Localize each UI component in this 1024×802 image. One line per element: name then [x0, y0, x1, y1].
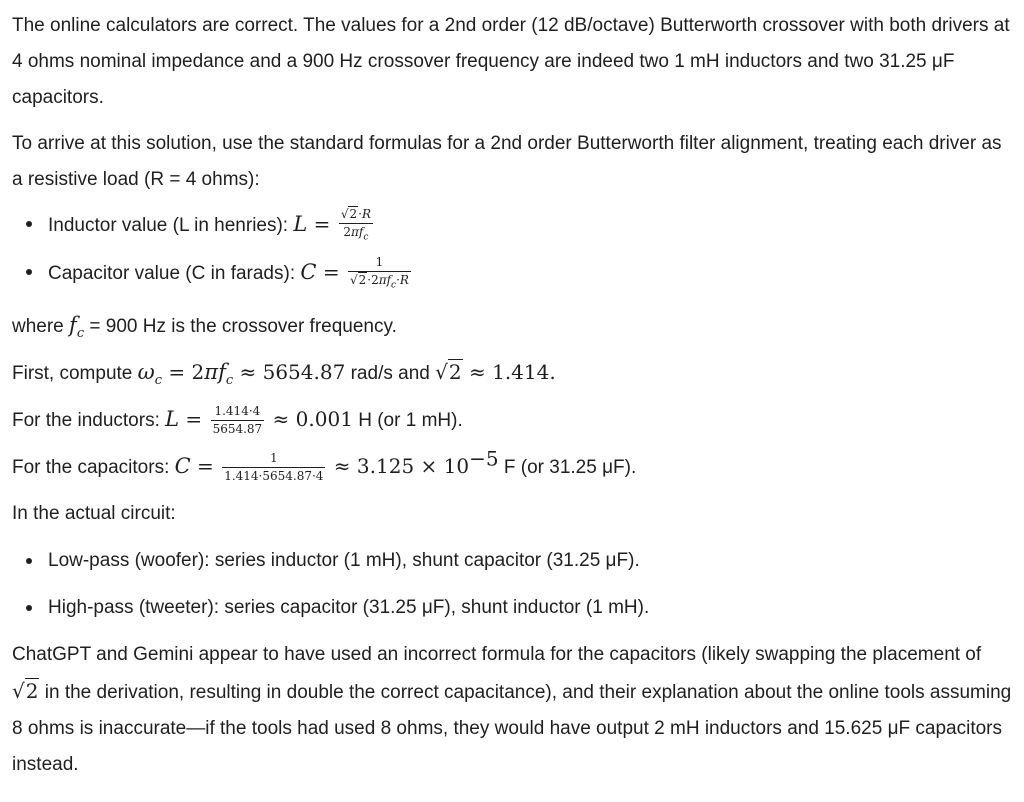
first-compute-line: First, compute $\omega_c = 2\pi f_c \approx 5654.87$ rad/s and √2 ≈ 1.414. — [12, 360, 556, 389]
capacitors-fraction: $\frac{1}{1.414\cdot 5654.87\cdot 4}$ — [224, 451, 324, 484]
method-paragraph: To arrive at this solution, use the standard formulas for a 2nd order Butterworth filter alignment, treating each driver as a resistive load (R = 4 ohms): — [12, 133, 1002, 190]
sqrt2-value: 1.414. — [492, 360, 556, 384]
intro-paragraph: The online calculators are correct. The values for a 2nd order (12 dB/octave) Butterworth crossover with both drivers at 4 ohms nominal impedance and a 900 Hz crossover frequency are indeed two 1 mH inductors and two 31.25 μF capacitors. — [12, 15, 1010, 108]
capacitor-exponent: −5 — [469, 446, 499, 471]
capacitor-result: 3.125 — [356, 454, 415, 478]
conclusion-paragraph: ChatGPT and Gemini appear to have used an incorrect formula for the capacitors (likely swapping the placement of √2 in the derivation, resulting in double the correct capacitance), and their explanation about the online tools assuming 8 ohms is inaccurate—if the tools had used 8 ohms, they would have output 2 mH inductors and 15.625 μF capacitors instead. — [12, 644, 1012, 775]
inductor-result: 0.001 — [295, 407, 353, 431]
capacitors-line: For the capacitors: C = $\frac{1}{1.414\cdot 5654.87\cdot 4}$ ≈ $3.125 \times 10^{-5}$ F (or 31.25 μF). — [12, 446, 637, 484]
capacitor-formula-label: Capacitor value (C in farads): — [48, 263, 296, 284]
capacitor-formula-item: Capacitor value (C in farads): C = $\frac{1}{√2\cdot 2\pi f_c\cdot R}$ — [48, 248, 1012, 296]
inductor-formula: L — [293, 212, 308, 236]
inductors-fraction: $\frac{1.414\cdot 4}{5654.87}$ — [212, 404, 263, 437]
inductor-fraction: $\frac{√2\cdot R}{2\pi f_c}$ — [340, 206, 371, 243]
actual-circuit-heading: In the actual circuit: — [12, 503, 176, 524]
inductor-formula-item: Inductor value (L in henries): L = $\frac{√2\cdot R}{2\pi f_c}$ — [48, 200, 1012, 248]
inductor-formula-label: Inductor value (L in henries): — [48, 215, 289, 236]
sqrt2-symbol: √2 — [12, 679, 39, 703]
capacitor-fraction: $\frac{1}{√2\cdot 2\pi f_c\cdot R}$ — [349, 254, 409, 291]
where-line: where $f_c = 900$ Hz is the crossover frequency. — [12, 313, 397, 342]
circuit-item-lowpass: Low-pass (woofer): series inductor (1 mH), shunt capacitor (31.25 μF). — [48, 537, 1012, 584]
circuit-item-highpass: High-pass (tweeter): series capacitor (31.25 μF), shunt inductor (1 mH). — [48, 584, 1012, 631]
omega-value: 5654.87 — [262, 360, 346, 384]
circuit-list — [12, 537, 1012, 631]
fc-symbol: $f_c$ — [69, 313, 85, 342]
capacitor-formula: C — [300, 260, 317, 284]
formula-list — [12, 200, 1012, 296]
inductors-line: For the inductors: L = $\frac{1.414\cdot 4}{5654.87}$ ≈ 0.001 H (or 1 mH). — [12, 404, 463, 437]
